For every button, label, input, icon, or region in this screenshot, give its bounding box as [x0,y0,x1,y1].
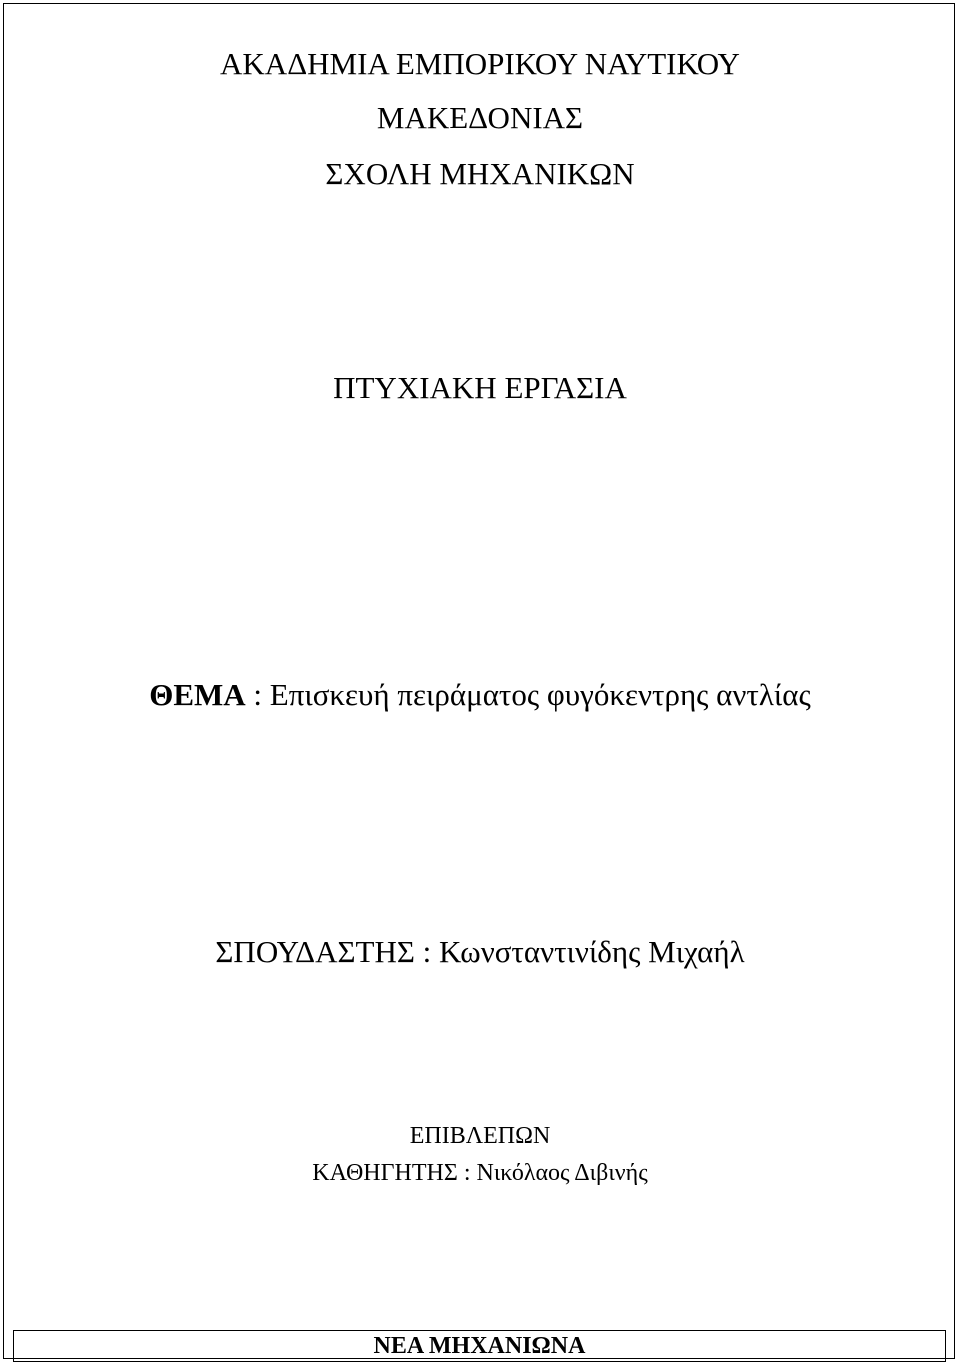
footer-location-box [13,1330,946,1362]
supervisor-label-line2: ΚΑΘΗΓΗΤΗΣ [312,1160,458,1186]
student-line [0,934,960,970]
school-name: ΣΧΟΛΗ ΜΗΧΑΝΙΚΩΝ [325,156,635,191]
student-label: ΣΠΟΥΔΑΣΤΗΣ [215,934,415,969]
institution-name-line2: ΜΑΚΕΔΟΝΙΑΣ [376,100,584,135]
supervisor-line [0,1160,960,1187]
subject-separator: : [245,677,270,712]
institution-name-line1: ΑΚΑΔΗΜΙΑ ΕΜΠΟΡΙΚΟΥ ΝΑΥΤΙΚΟΥ [220,46,740,81]
subject-text: Επισκευή πειράματος φυγόκεντρης αντλίας [269,677,811,712]
supervisor-separator: : [457,1160,477,1186]
supervisor-label-line1: ΕΠΙΒΛΕΠΩΝ [409,1123,551,1149]
thesis-type: ΠΤΥΧΙΑΚΗ ΕΡΓΑΣΙΑ [333,370,627,405]
footer-location: ΝΕΑ ΜΗΧΑΝΙΩΝΑ [373,1333,586,1359]
supervisor-name: Νικόλαος Διβινής [476,1160,648,1186]
student-separator: : [414,934,440,969]
thesis-subject [0,677,960,713]
student-name: Κωνσταντινίδης Μιχαήλ [439,934,745,969]
subject-label: ΘΕΜΑ [149,677,246,712]
